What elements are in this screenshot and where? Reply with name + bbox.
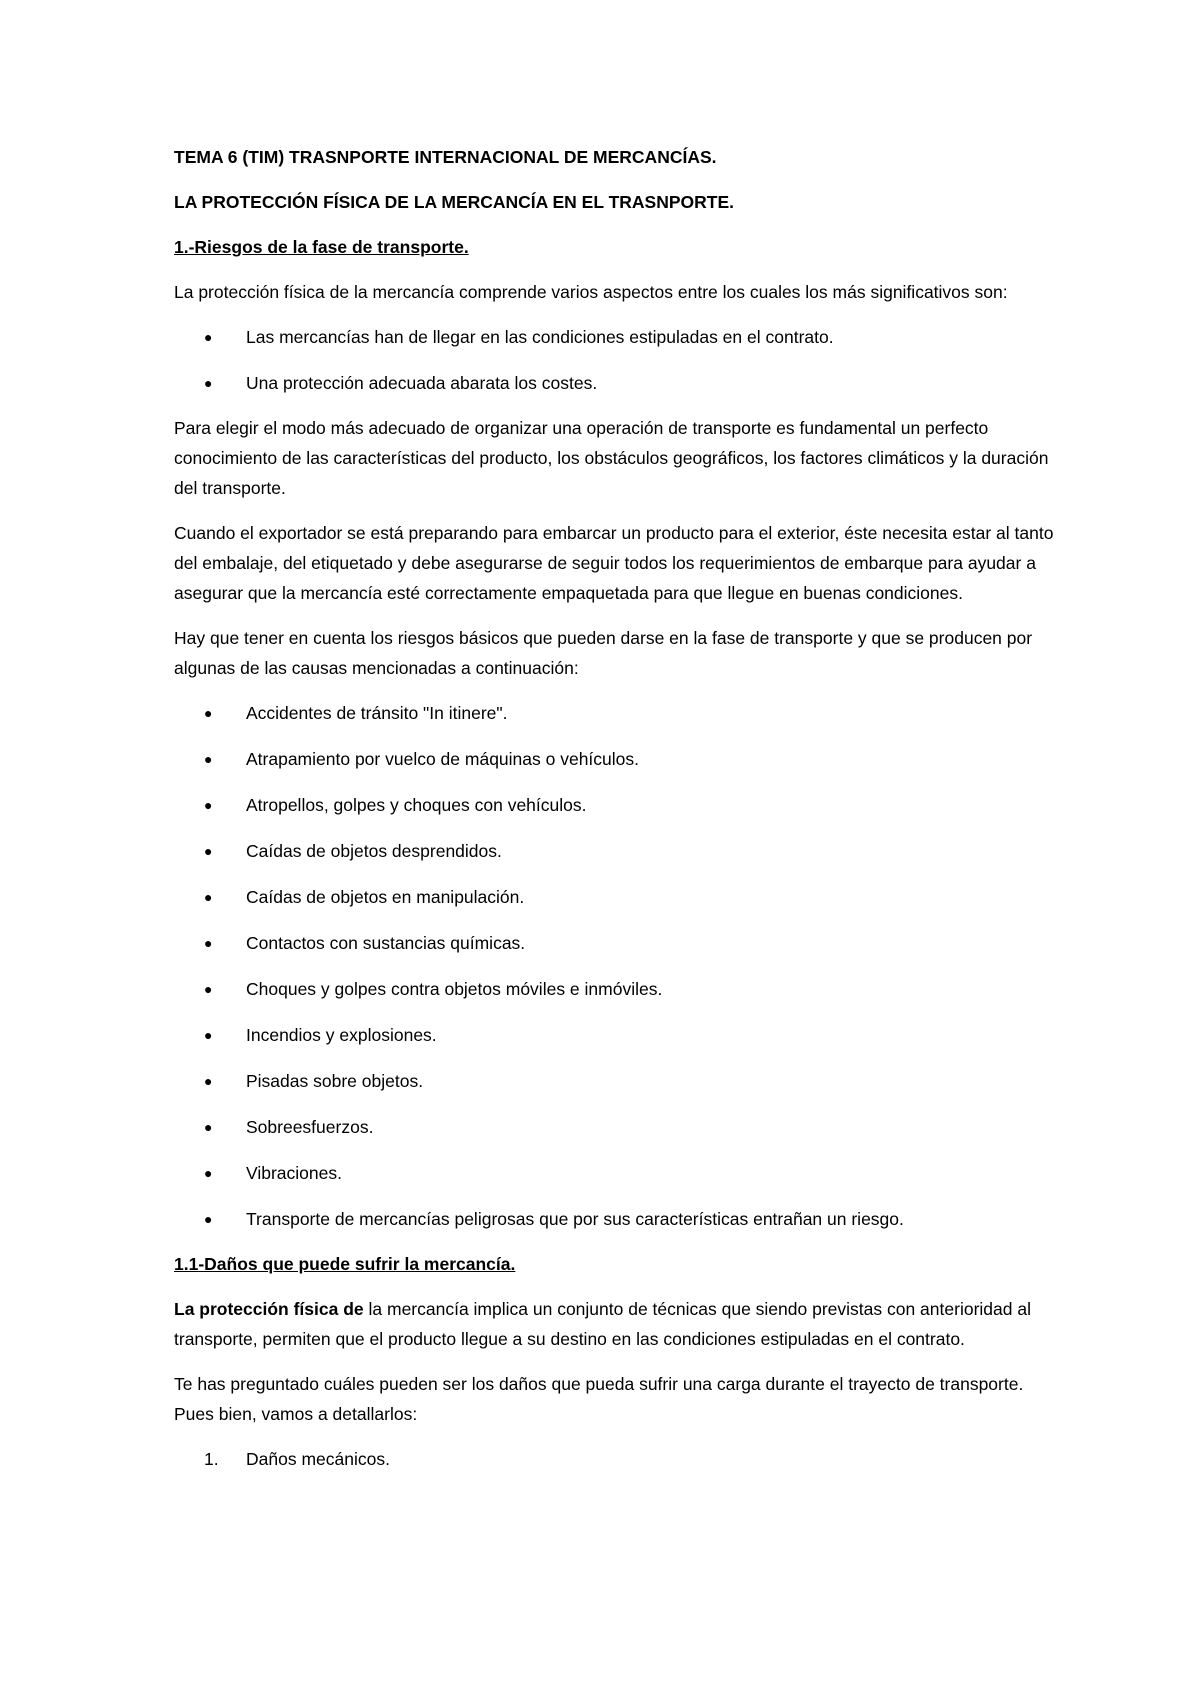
list-item: ● Accidentes de tránsito "In itinere". <box>174 698 1054 728</box>
section-1-1-paragraph: Te has preguntado cuáles pueden ser los daños que pueda sufrir una carga durante el trayecto de transporte. Pues bien, vamos a detallarlos: <box>174 1374 1024 1424</box>
risks-list <box>174 698 1054 1234</box>
paragraph-text: la mercancía implica un conjunto de técnicas que siendo previstas con anterioridad al transporte, permiten que el producto llegue a su destino en las condiciones estipuladas en el contrato. <box>174 1299 1031 1349</box>
bullet-dot-icon: ● <box>204 375 213 391</box>
list-item: ● Sobreesfuerzos. <box>174 1112 1054 1142</box>
list-item: ● Una protección adecuada abarata los costes. <box>174 368 1054 398</box>
section-1-paragraph: Cuando el exportador se está preparando para embarcar un producto para el exterior, éste necesita estar al tanto del embalaje, del etiquetado y debe asegurarse de seguir todos los requerimientos de embarque para ayudar a asegurar que la mercancía esté correctamente empaquetada para que llegue en buenas condiciones. <box>174 523 1054 603</box>
list-item: ● Choques y golpes contra objetos móviles e inmóviles. <box>174 974 1054 1004</box>
list-item: ● Transporte de mercancías peligrosas que por sus características entrañan un riesgo. <box>174 1204 1054 1234</box>
bullet-dot-icon: ● <box>204 751 213 767</box>
list-item <box>174 1444 1054 1474</box>
document-page <box>174 142 1054 1474</box>
list-item: ● Las mercancías han de llegar en las condiciones estipuladas en el contrato. <box>174 322 1054 352</box>
bullet-dot-icon: ● <box>204 329 213 345</box>
damages-list <box>174 1444 1054 1474</box>
bold-lead-text: La protección física de <box>174 1299 364 1319</box>
bullet-dot-icon: ● <box>204 1073 213 1089</box>
list-item: ● Atropellos, golpes y choques con vehículos. <box>174 790 1054 820</box>
bullet-dot-icon: ● <box>204 1165 213 1181</box>
section-1-1-title: 1.1-Daños que puede sufrir la mercancía. <box>174 1254 516 1274</box>
bullet-dot-icon: ● <box>204 935 213 951</box>
list-item: ● Pisadas sobre objetos. <box>174 1066 1054 1096</box>
aspects-list <box>174 322 1054 398</box>
bullet-dot-icon: ● <box>204 1027 213 1043</box>
list-item: ● Vibraciones. <box>174 1158 1054 1188</box>
bullet-dot-icon: ● <box>204 1119 213 1135</box>
list-item: ● Incendios y explosiones. <box>174 1020 1054 1050</box>
document-title: TEMA 6 (TIM) TRASNPORTE INTERNACIONAL DE MERCANCÍAS. <box>174 147 717 167</box>
list-item: ● Caídas de objetos desprendidos. <box>174 836 1054 866</box>
list-number: 1. <box>204 1449 219 1469</box>
list-item: ● Caídas de objetos en manipulación. <box>174 882 1054 912</box>
bullet-dot-icon: ● <box>204 981 213 997</box>
bullet-dot-icon: ● <box>204 843 213 859</box>
section-1-1-paragraph <box>174 1294 1054 1354</box>
section-1-intro: La protección física de la mercancía comprende varios aspectos entre los cuales los más significativos son: <box>174 282 1008 302</box>
bullet-dot-icon: ● <box>204 1211 213 1227</box>
list-item: ● Atrapamiento por vuelco de máquinas o vehículos. <box>174 744 1054 774</box>
section-1-paragraph: Para elegir el modo más adecuado de organizar una operación de transporte es fundamental un perfecto conocimiento de las características del producto, los obstáculos geográficos, los factores climáticos y la duración del transporte. <box>174 418 1049 498</box>
section-1-paragraph: Hay que tener en cuenta los riesgos básicos que pueden darse en la fase de transporte y que se producen por algunas de las causas mencionadas a continuación: <box>174 628 1033 678</box>
list-item: ● Contactos con sustancias químicas. <box>174 928 1054 958</box>
section-1-title: 1.-Riesgos de la fase de transporte. <box>174 237 469 257</box>
bullet-dot-icon: ● <box>204 889 213 905</box>
bullet-dot-icon: ● <box>204 705 213 721</box>
bullet-dot-icon: ● <box>204 797 213 813</box>
list-item-label: Daños mecánicos. <box>246 1449 390 1469</box>
document-subtitle: LA PROTECCIÓN FÍSICA DE LA MERCANCÍA EN EL TRASNPORTE. <box>174 192 735 212</box>
